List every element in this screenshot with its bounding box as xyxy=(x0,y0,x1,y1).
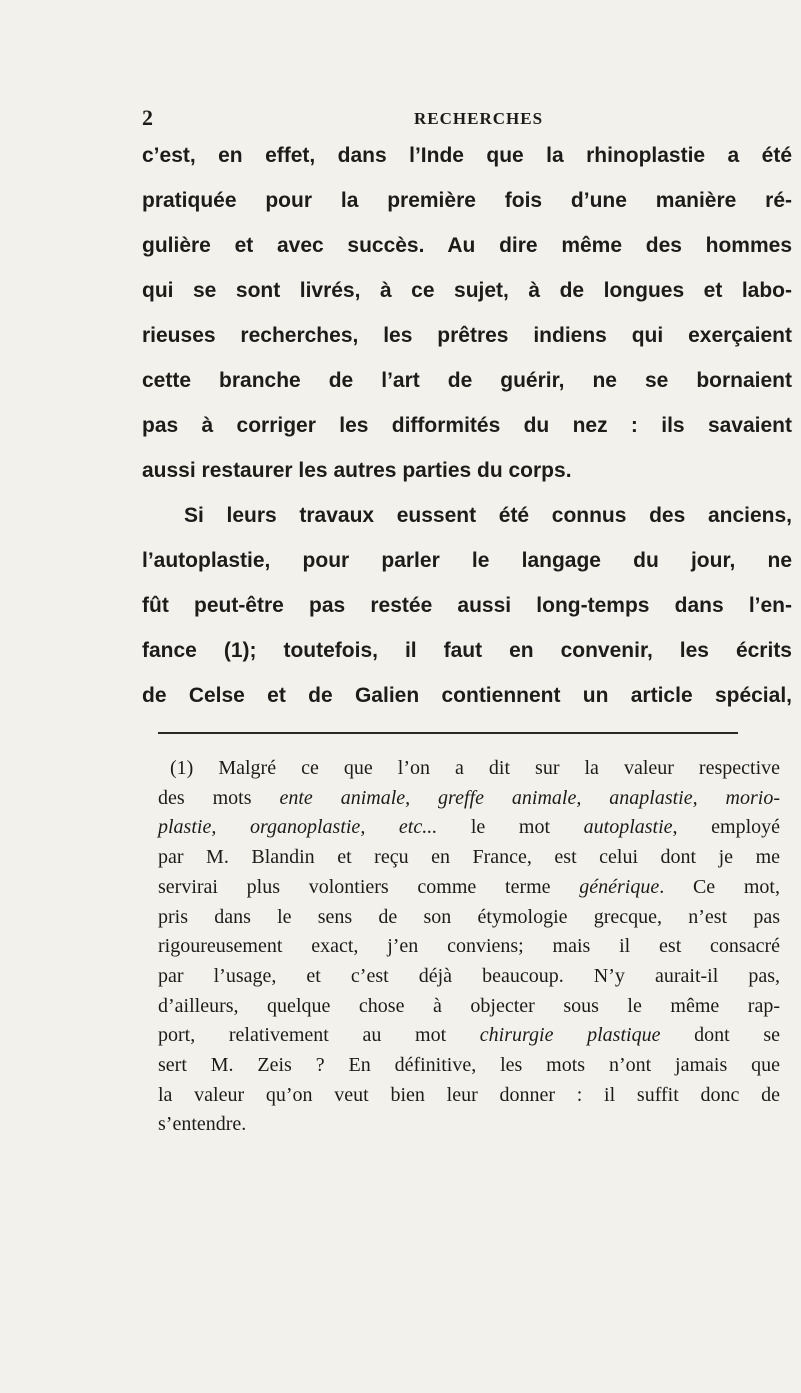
footnote-separator xyxy=(158,732,738,734)
running-head: RECHERCHES xyxy=(414,109,544,128)
text-line: fût peut-être pas restée aussi long-temps dans l’en- xyxy=(142,594,792,617)
text-line: gulière et avec succès. Au dire même des hommes xyxy=(142,234,792,257)
text-line: de Celse et de Galien contiennent un article spécial, xyxy=(142,684,792,707)
text-line: qui se sont livrés, à ce sujet, à de longues et labo- xyxy=(142,279,792,302)
footnote-line: sert M. Zeis ? En définitive, les mots n’ont jamais que xyxy=(158,1054,780,1077)
page-number: 2 xyxy=(142,105,153,130)
footnote-line: pris dans le sens de son étymologie grecque, n’est pas xyxy=(158,905,780,928)
footnote-line: plastie, organoplastie, etc... le mot autoplastie, employé xyxy=(158,816,781,839)
footnote-line: par l’usage, et c’est déjà beaucoup. N’y aurait-il pas, xyxy=(158,964,780,987)
footnote-line: (1) Malgré ce que l’on a dit sur la valeur respective xyxy=(170,757,780,779)
text-line: l’autoplastie, pour parler le langage du jour, ne xyxy=(142,549,792,572)
text-line: Si leurs travaux eussent été connus des anciens, xyxy=(184,504,792,527)
text-line: aussi restaurer les autres parties du corps. xyxy=(142,459,572,482)
text-line: rieuses recherches, les prêtres indiens qui exerçaient xyxy=(142,324,792,347)
footnote-line: d’ailleurs, quelque chose à objecter sous le même rap- xyxy=(158,994,780,1017)
text-line: fance (1); toutefois, il faut en convenir, les écrits xyxy=(142,639,792,662)
footnote-line: servirai plus volontiers comme terme générique. Ce mot, xyxy=(158,875,780,898)
footnote-line: port, relativement au mot chirurgie plastique dont se xyxy=(158,1024,780,1047)
text-line: pratiquée pour la première fois d’une manière ré- xyxy=(142,189,792,212)
text-line: pas à corriger les difformités du nez : ils savaient xyxy=(142,414,792,437)
footnote-line: la valeur qu’on veut bien leur donner : il suffit donc de xyxy=(158,1083,780,1106)
footnote-line: par M. Blandin et reçu en France, est celui dont je me xyxy=(158,846,780,869)
main-text xyxy=(142,133,792,718)
footnote xyxy=(158,754,780,1140)
footnote-line: des mots ente animale, greffe animale, anaplastie, morio- xyxy=(158,786,780,809)
footnote-line: s’entendre. xyxy=(158,1113,247,1136)
text-line: c’est, en effet, dans l’Inde que la rhinoplastie a été xyxy=(142,144,792,167)
footnote-line: rigoureusement exact, j’en conviens; mais il est consacré xyxy=(158,935,780,958)
text-line: cette branche de l’art de guérir, ne se bornaient xyxy=(142,369,792,392)
